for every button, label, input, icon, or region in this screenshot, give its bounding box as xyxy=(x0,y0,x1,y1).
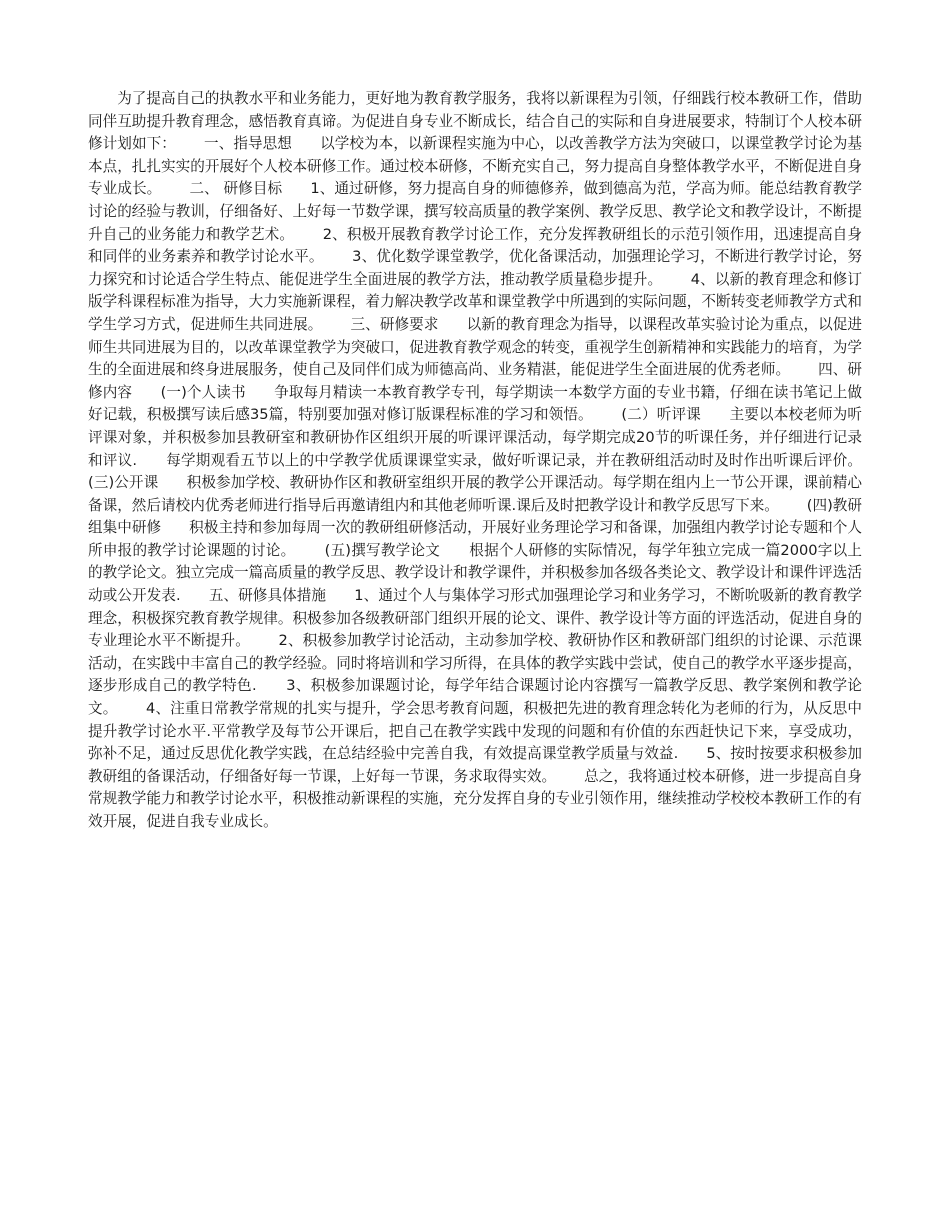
body-paragraph: 为了提高自己的执教水平和业务能力，更好地为教育教学服务，我将以新课程为引领，仔细践行校本教研工作，借助同伴互助提升教育理念，感悟教育真谛。为促进自身专业不断成长，结合自己的实际和自身进展要求，特制订个人校本研修计划如下： 一、指导思想 以学校为本，以新课程实施为中心，以改善教学方法为突破口，以课堂教学讨论为基本点，扎扎实实的开展好个人校本研修工作。通过校本研修，不断充实自己，努力提高自身整体教学水平，不断促进自身专业成长。 二、 研修目标 1、通过研修，努力提高自身的师德修养，做到德高为范，学高为师。能总结教育教学讨论的经验与教训，仔细备好、上好每一节数学课，撰写较高质量的教学案例、教学反思、教学论文和教学设计，不断提升自己的业务能力和教学艺术。 2、积极开展教育教学讨论工作，充分发挥教研组长的示范引领作用，迅速提高自身和同伴的业务素养和教学讨论水平。 3、优化数学课堂教学，优化备课活动，加强理论学习，不断进行教学讨论，努力探究和讨论适合学生特点、能促进学生全面进展的教学方法，推动教学质量稳步提升。 4、以新的教育理念和修订版学科课程标准为指导，大力实施新课程，着力解决教学改革和课堂教学中所遇到的实际问题，不断转变老师教学方式和学生学习方式，促进师生共同进展。 三、研修要求 以新的教育理念为指导，以课程改革实验讨论为重点，以促进师生共同进展为目的，以改革课堂教学为突破口，促进教育教学观念的转变，重视学生创新精神和实践能力的培育，为学生的全面进展和终身进展服务，使自己及同伴们成为师德高尚、业务精湛，能促进学生全面进展的优秀老师。 四、研修内容 (一)个人读书 争取每月精读一本教育教学专刊，每学期读一本数学方面的专业书籍，仔细在读书笔记上做好记载，积极撰写读后感35篇，特别要加强对修订版课程标准的学习和领悟。 (二）听评课 主要以本校老师为听评课对象，并积极参加县教研室和教研协作区组织开展的听课评课活动，每学期完成20节的听课任务，并仔细进行记录和评议. 每学期观看五节以上的中学教学优质课课堂实录，做好听课记录，并在教研组活动时及时作出听课后评价。 (三)公开课 积极参加学校、教研协作区和教研室组织开展的教学公开课活动。每学期在组内上一节公开课，课前精心备课，然后请校内优秀老师进行指导后再邀请组内和其他老师听课.课后及时把教学设计和教学反思写下来。 (四)教研组集中研修 积极主持和参加每周一次的教研组研修活动，开展好业务理论学习和备课，加强组内教学讨论专题和个人所申报的教学讨论课题的讨论。 (五)撰写教学论文 根据个人研修的实际情况，每学年独立完成一篇2000字以上的教学论文。独立完成一篇高质量的教学反思、教学设计和教学课件，并积极参加各级各类论文、教学设计和课件评选活动或公开发表. 五、研修具体措施 1、通过个人与集体学习形式加强理论学习和业务学习，不断吮吸新的教育教学理念，积极探究教育教学规律。积极参加各级教研部门组织开展的论文、课件、教学设计等方面的评选活动，促进自身的专业理论水平不断提升。 2、积极参加教学讨论活动，主动参加学校、教研协作区和教研部门组织的讨论课、示范课活动，在实践中丰富自己的教学经验。同时将培训和学习所得，在具体的教学实践中尝试，使自己的教学水平逐步提高，逐步形成自己的教学特色. 3、积极参加课题讨论，每学年结合课题讨论内容撰写一篇教学反思、教学案例和教学论文。 4、注重日常教学常规的扎实与提升，学会思考教育问题，积极把先进的教育理念转化为老师的行为，从反思中提升教学讨论水平.平常教学及每节公开课后，把自己在教学实践中发现的问题和有价值的东西赶快记下来，享受成功，弥补不足，通过反思优化教学实践，在总结经验中完善自我，有效提高课堂教学质量与效益. 5、按时按要求积极参加教研组的备课活动，仔细备好每一节课，上好每一节课，务求取得实效。 总之，我将通过校本研修，进一步提高自身常规教学能力和教学讨论水平，积极推动新课程的实施，充分发挥自身的专业引领作用，继续推动学校校本教研工作的有效开展，促进自我专业成长。 xyxy=(88,90,890,830)
document-page xyxy=(88,88,890,834)
